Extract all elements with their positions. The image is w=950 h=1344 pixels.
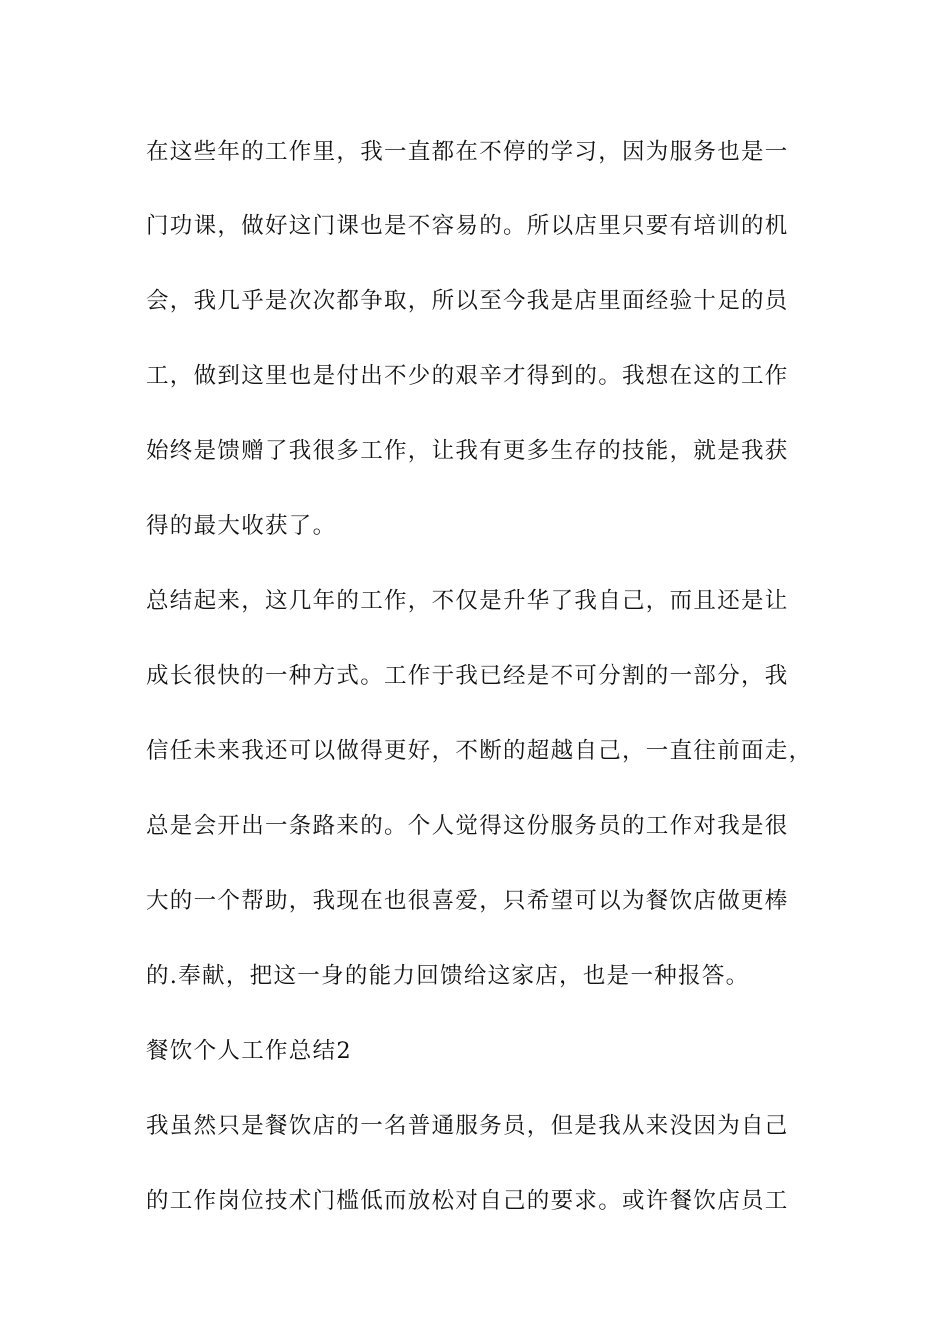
paragraph-line: 的工作岗位技术门槛低而放松对自己的要求。或许餐饮店员工 xyxy=(146,1188,789,1214)
paragraph-line: 大的一个帮助，我现在也很喜爱，只希望可以为餐饮店做更棒 xyxy=(146,888,789,914)
paragraph-line: 会，我几乎是次次都争取，所以至今我是店里面经验十足的员 xyxy=(146,288,789,314)
paragraph-line: 总结起来，这几年的工作，不仅是升华了我自己，而且还是让 xyxy=(146,588,789,614)
paragraph-line: 始终是馈赠了我很多工作，让我有更多生存的技能，就是我获 xyxy=(146,438,789,464)
paragraph-line: 门功课，做好这门课也是不容易的。所以店里只要有培训的机 xyxy=(146,213,789,239)
paragraph-line: 得的最大收获了。 xyxy=(146,513,337,539)
paragraph-line: 信任未来我还可以做得更好，不断的超越自己，一直往前面走， xyxy=(146,738,813,764)
paragraph-line: 在这些年的工作里，我一直都在不停的学习，因为服务也是一 xyxy=(146,139,789,165)
paragraph-line: 我虽然只是餐饮店的一名普通服务员，但是我从来没因为自己 xyxy=(146,1113,789,1139)
paragraph-line: 总是会开出一条路来的。个人觉得这份服务员的工作对我是很 xyxy=(146,813,789,839)
paragraph-line: 工，做到这里也是付出不少的艰辛才得到的。我想在这的工作 xyxy=(146,363,789,389)
paragraph-line: 的.奉献，把这一身的能力回馈给这家店，也是一种报答。 xyxy=(146,963,750,989)
paragraph-line: 成长很快的一种方式。工作于我已经是不可分割的一部分，我 xyxy=(146,663,789,689)
section-heading: 餐饮个人工作总结2 xyxy=(146,1038,353,1064)
